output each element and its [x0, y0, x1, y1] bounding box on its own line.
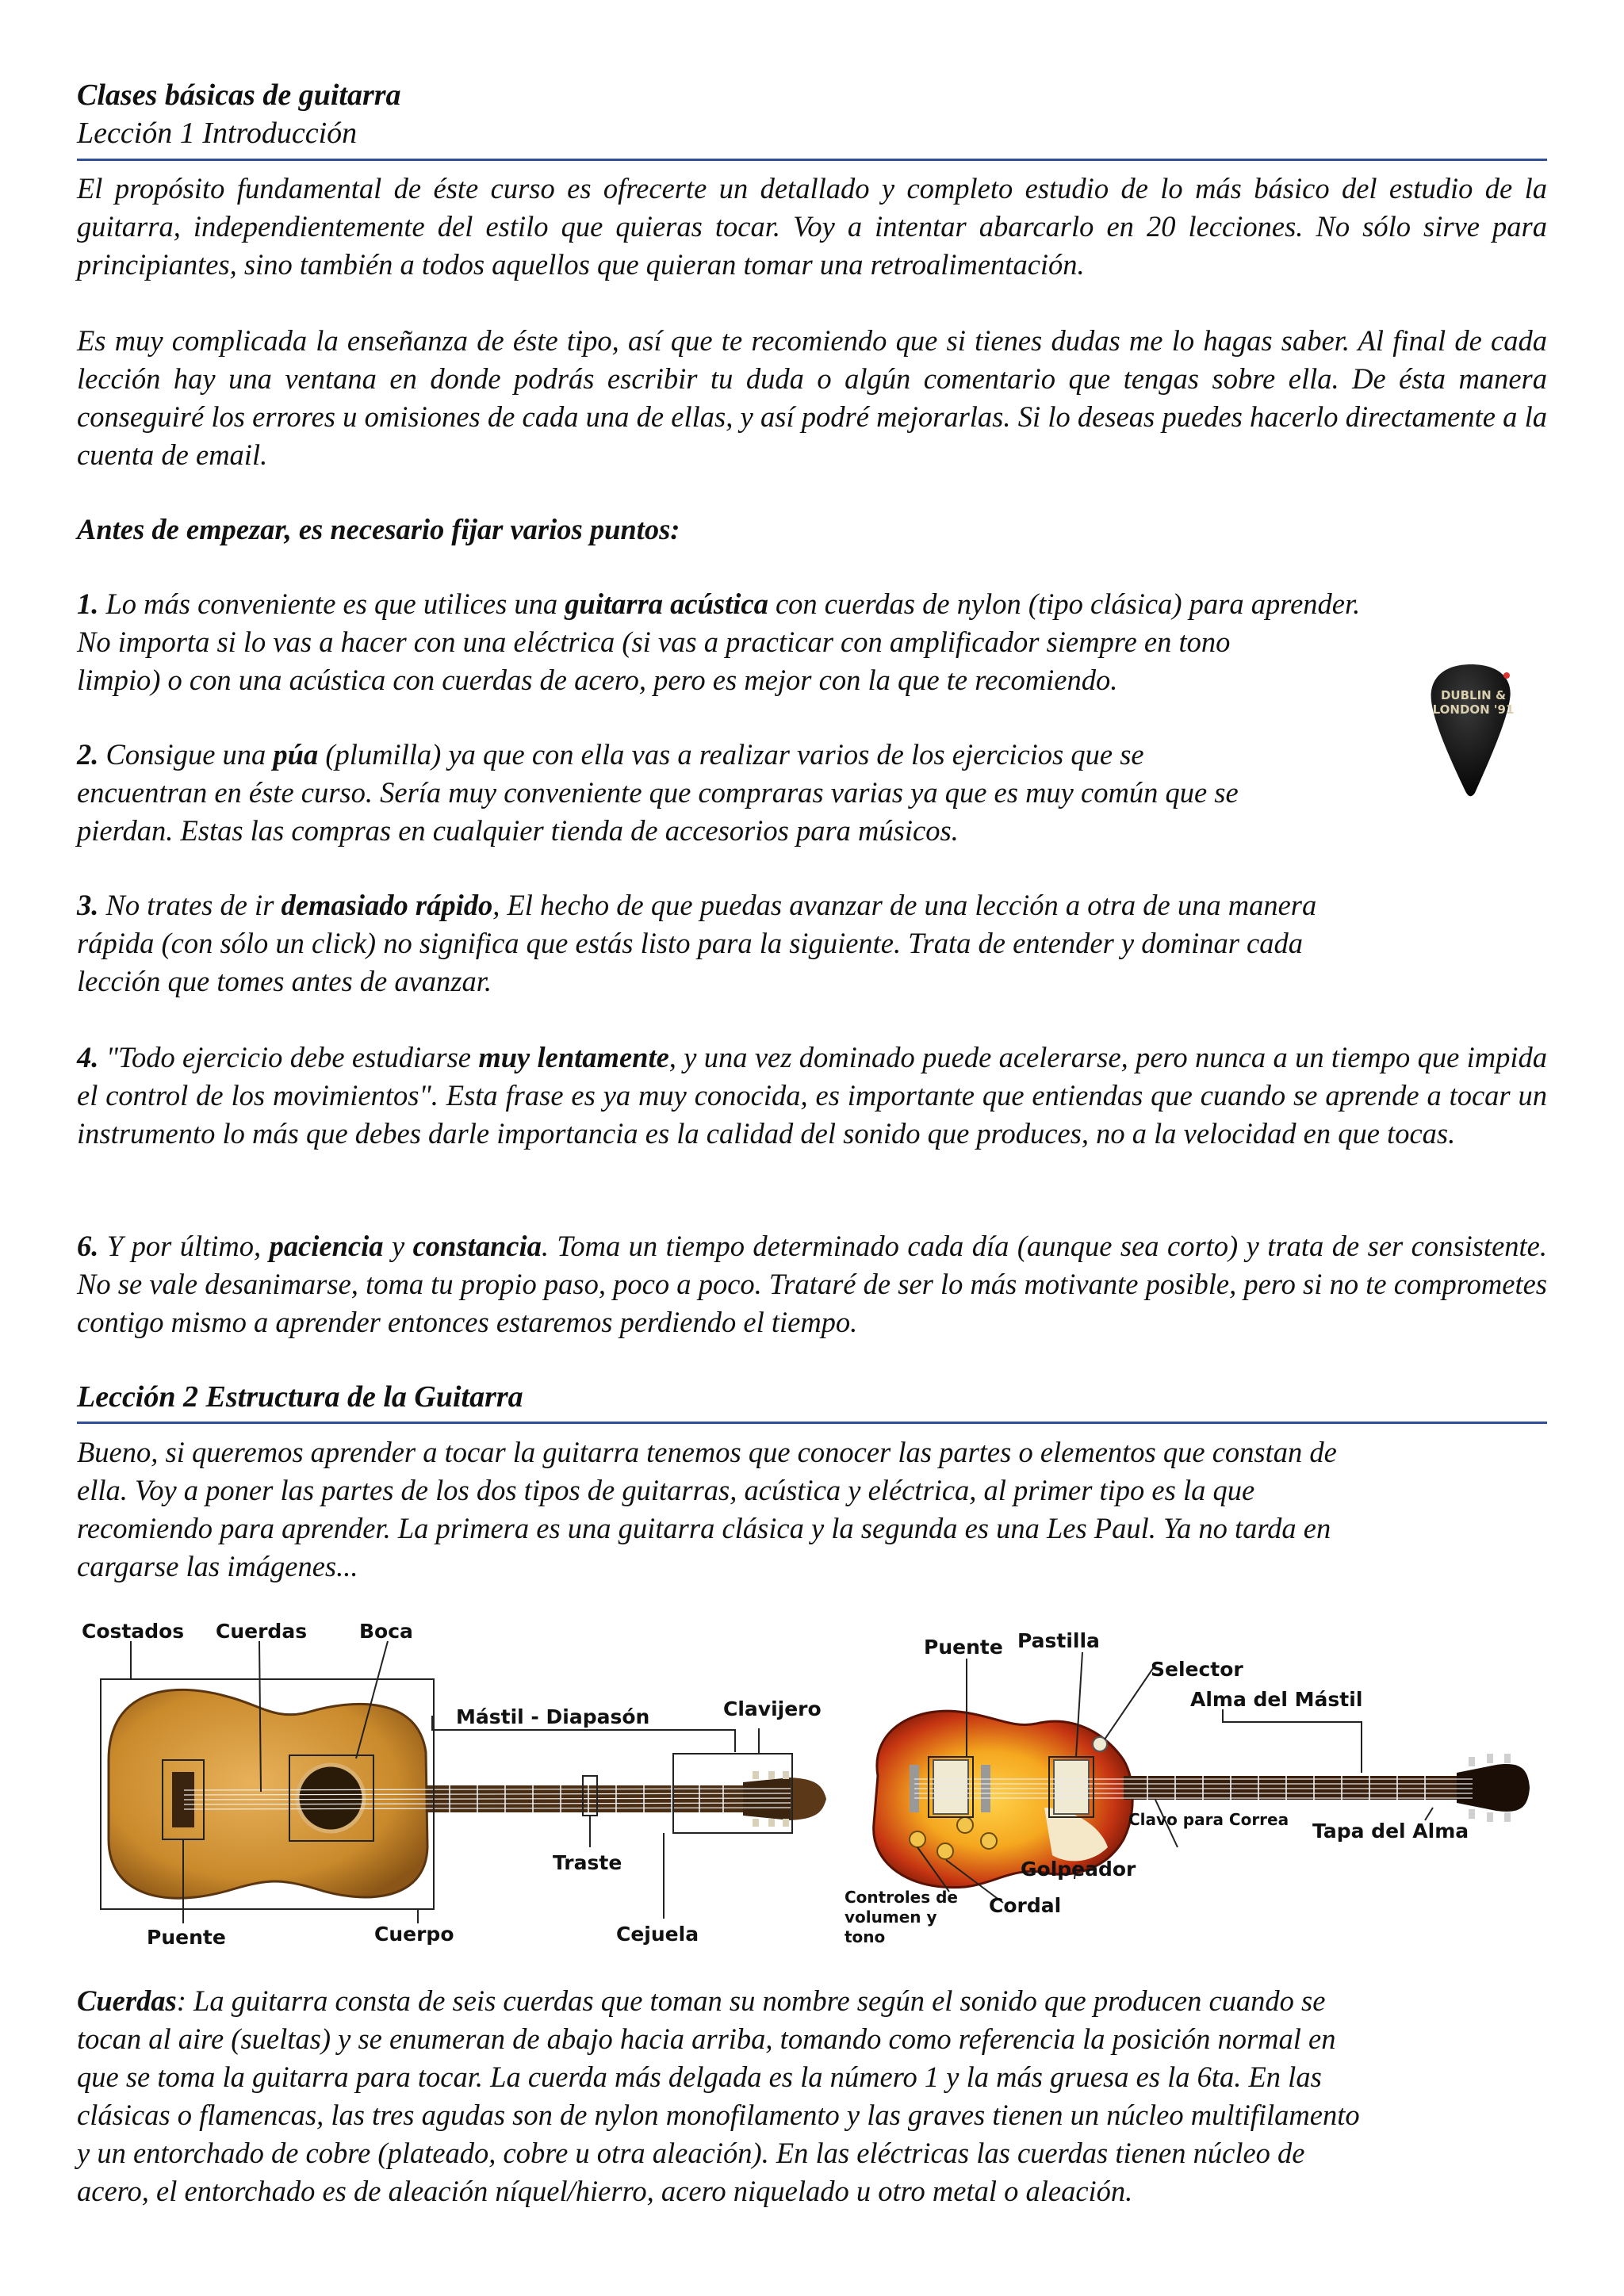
point-text: rápida (con sólo un click) no significa que estás listo para la siguiente. Trata de entender y dominar cada [77, 927, 1304, 959]
headstock-tip [791, 1777, 826, 1820]
point-text: Consigue una [98, 738, 274, 771]
point-emphasis: constancia [412, 1230, 542, 1262]
label-puente-electrica: Puente [924, 1636, 1003, 1659]
point-text: "Todo ejercicio debe estudiarse [98, 1041, 479, 1073]
label-pastilla: Pastilla [1017, 1629, 1100, 1652]
point-4 [77, 1039, 1547, 1153]
label-costados: Costados [82, 1620, 185, 1643]
label-clavijero: Clavijero [723, 1697, 822, 1720]
point-text: , y una vez dominado puede acelerarse, pero nunca a un tiempo que impida el control de los movimientos". Esta frase es ya muy conocida, es importante que entiendas que cuando se aprende a tocar un instrumento lo más que debes darle importancia es la calidad del sonido que produces, no a la velocidad en que tocas. [77, 1041, 1547, 1150]
paragraph-line: Bueno, si queremos aprender a tocar la guitarra tenemos que conocer las partes o elementos que constan de [77, 1436, 1337, 1468]
label-mastil: Mástil - Diapasón [456, 1705, 650, 1728]
intro-paragraph-2: Es muy complicada la enseñanza de éste tipo, así que te recomiendo que si tienes dudas me lo hagas saber. Al final de cada lección hay una ventana en donde podrás escribir tu duda o algún comentario que tengas sobre ella. De ésta manera conseguiré los errores u omisiones de cada una de ellas, y así podré mejorarlas. Si lo deseas puedes hacerlo directamente a la cuenta de email. [77, 324, 1547, 471]
point-text: pierdan. Estas las compras en cualquier tienda de accesorios para músicos. [77, 814, 959, 847]
point-number: 1. [77, 587, 99, 620]
paragraph-line: y un entorchado de cobre (plateado, cobre u otra aleación). En las eléctricas las cuerdas tienen núcleo de [77, 2137, 1305, 2169]
cuerdas-term: Cuerdas [77, 1984, 177, 2017]
headstock [743, 1777, 791, 1820]
point-emphasis: demasiado rápido [281, 889, 493, 921]
point-text: . Toma un tiempo determinado cada día (aunque sea corto) y trata de ser consistente. No se vale desanimarse, toma tu propio paso, poco a poco. Trataré de ser lo más motivante posible, pero si no te comprometes contigo mismo a aprender entonces estaremos perdiendo el tiempo. [77, 1230, 1547, 1338]
lesson2-title: Lección 2 Estructura de la Guitarra [77, 1380, 523, 1414]
pick-logo-text-2: LONDON '91 [1432, 702, 1515, 717]
point-text: con cuerdas de nylon (tipo clásica) para aprender. [768, 587, 1361, 620]
headstock [1457, 1764, 1530, 1812]
label-puente-clasica: Puente [147, 1926, 226, 1949]
paragraph-line: acero, el entorchado es de aleación níquel/hierro, acero niquelado u otro metal o aleación. [77, 2175, 1133, 2207]
electric-guitar-diagram [845, 1629, 1530, 1946]
paragraph-line: ella. Voy a poner las partes de los dos tipos de guitarras, acústica y eléctrica, al primer tipo es la que [77, 1474, 1255, 1506]
document-title: Clases básicas de guitarra [77, 78, 401, 112]
label-cuerpo: Cuerpo [374, 1923, 454, 1946]
point-text: No importa si lo vas a hacer con una eléctrica (si vas a practicar con amplificador siempre en tono [77, 626, 1231, 658]
label-cejuela: Cejuela [616, 1923, 699, 1946]
point-emphasis: paciencia [269, 1230, 384, 1262]
label-traste: Traste [553, 1851, 622, 1874]
point-text: Lo más conveniente es que utilices una [98, 587, 565, 620]
label-clavo-para-correa: Clavo para Correa [1128, 1810, 1289, 1829]
point-number: 2. [77, 738, 99, 771]
paragraph-line: que se toma la guitarra para tocar. La cuerda más delgada es la número 1 y la más gruesa es la 6ta. En las [77, 2061, 1322, 2093]
paragraph-line: clásicas o flamencas, las tres agudas son de nylon monofilamento y las graves tienen un núcleo multifilamento [77, 2099, 1360, 2131]
label-alma-del-mastil: Alma del Mástil [1190, 1688, 1363, 1711]
point-text: lección que tomes antes de avanzar. [77, 965, 492, 997]
point-text: Y por último, [98, 1230, 270, 1262]
pick-logo-text: DUBLIN & [1440, 688, 1507, 702]
label-controles-3: tono [845, 1927, 886, 1946]
lesson2-intro [77, 1433, 1547, 1586]
sound-hole [297, 1765, 364, 1831]
point-text: y [383, 1230, 413, 1262]
label-tapa-del-alma: Tapa del Alma [1312, 1820, 1469, 1843]
pickup-bridge [933, 1760, 968, 1814]
point-number: 4. [77, 1041, 99, 1073]
pick-dot [1503, 672, 1510, 679]
paragraph-line: : La guitarra consta de seis cuerdas que toman su nombre según el sonido que producen cuando se [176, 1984, 1326, 2017]
point-text: limpio) o con una acústica con cuerdas de acero, pero es mejor con la que te recomiendo. [77, 664, 1118, 696]
point-text: (plumilla) ya que con ella vas a realizar varios de los ejercicios que se [318, 738, 1144, 771]
point-3 [77, 886, 1547, 1001]
point-emphasis: guitarra acústica [565, 587, 768, 620]
paragraph-line: tocan al aire (sueltas) y se enumeran de abajo hacia arriba, tomando como referencia la posición normal en [77, 2022, 1336, 2055]
label-controles-1: Controles de [845, 1888, 958, 1907]
point-number: 6. [77, 1230, 99, 1262]
paragraph-line: recomiendo para aprender. La primera es una guitarra clásica y la segunda es una Les Paul. Ya no tarda en [77, 1512, 1331, 1544]
point-emphasis: púa [273, 738, 319, 771]
point-1 [77, 585, 1547, 699]
points-heading: Antes de empezar, es necesario fijar varios puntos: [77, 513, 680, 545]
classical-guitar-diagram [82, 1620, 826, 1949]
label-golpeador: Golpeador [1021, 1858, 1136, 1881]
point-number: 3. [77, 889, 99, 921]
cuerdas-paragraph [77, 1982, 1547, 2210]
label-boca: Boca [359, 1620, 413, 1643]
point-6 [77, 1227, 1547, 1341]
intro-paragraph-1: El propósito fundamental de éste curso es ofrecerte un detallado y completo estudio de lo más básico del estudio de la guitarra, independientemente del estilo que quieras tocar. Voy a intentar abarcarlo en 20 lecciones. No sólo sirve para principiantes, sino también a todos aquellos que quieran tomar una retroalimentación. [77, 172, 1547, 281]
point-2 [77, 736, 1547, 850]
label-cordal: Cordal [989, 1894, 1062, 1917]
guitar-diagrams [77, 1609, 1547, 1958]
divider [77, 159, 1547, 161]
point-text: No trates de ir [98, 889, 282, 921]
paragraph-line: cargarse las imágenes... [77, 1550, 358, 1582]
divider [77, 1422, 1547, 1424]
label-cuerdas: Cuerdas [216, 1620, 308, 1643]
point-text: , El hecho de que puedas avanzar de una lección a otra de una manera [492, 889, 1317, 921]
label-controles-2: volumen y [845, 1908, 937, 1927]
label-selector: Selector [1151, 1658, 1243, 1681]
point-text: encuentran en éste curso. Sería muy conveniente que compraras varias ya que es muy común que se [77, 776, 1239, 809]
point-emphasis: muy lentamente [478, 1041, 669, 1073]
pickup-neck [1054, 1760, 1089, 1814]
lesson1-title: Lección 1 Introducción [77, 117, 358, 150]
